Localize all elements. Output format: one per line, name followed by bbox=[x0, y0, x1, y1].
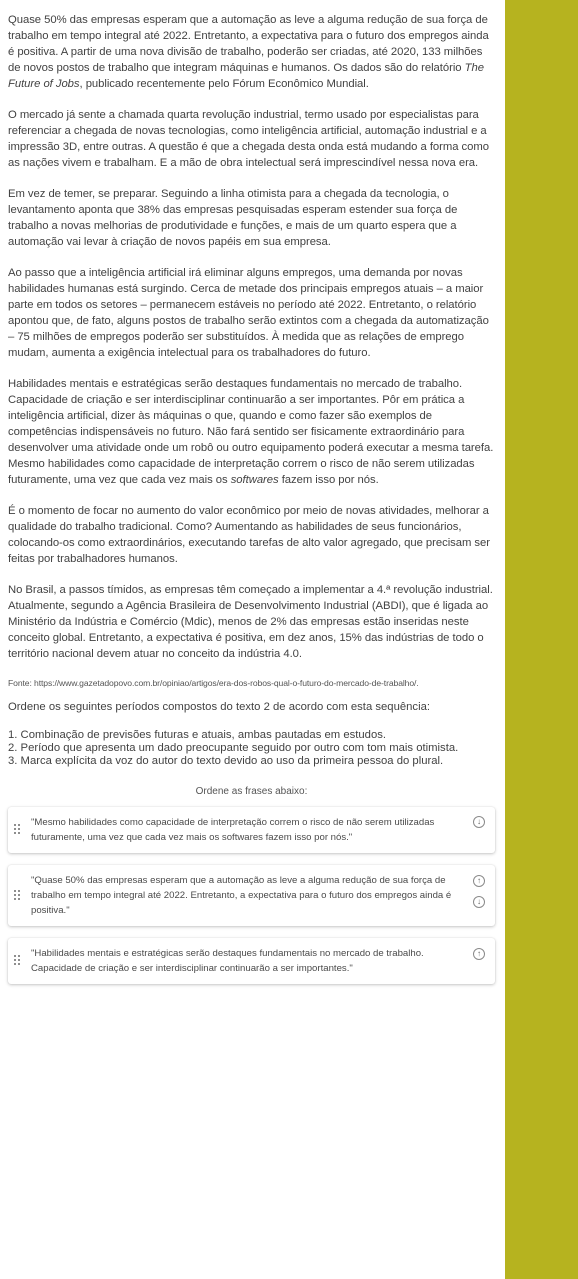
drag-handle-icon[interactable] bbox=[14, 955, 22, 967]
right-sidebar bbox=[505, 0, 578, 1279]
report-title: The Future of Jobs bbox=[8, 62, 484, 90]
arrow-down-icon[interactable]: ↓ bbox=[473, 816, 485, 828]
arrow-up-icon[interactable]: ↑ bbox=[473, 875, 485, 887]
order-title: Ordene as frases abaixo: bbox=[195, 786, 308, 797]
sequence-item: 3. Marca explícita da voz do autor do texto devido ao uso da primeira pessoa do plural. bbox=[8, 755, 444, 767]
emphasized-word: softwares bbox=[230, 474, 279, 486]
card-text: "Habilidades mentais e estratégicas serão destaques fundamentais no mercado de trabalho. Capacidade de criação e ser interdisciplinar continuarão a ser importantes." bbox=[31, 948, 424, 974]
arrow-up-icon[interactable]: ↑ bbox=[473, 948, 485, 960]
source-citation: Fonte: https://www.gazetadopovo.com.br/opiniao/artigos/era-dos-robos-qual-o-futuro-do-mercado-de-trabalho/. bbox=[8, 678, 419, 688]
article-paragraph-1 bbox=[8, 12, 495, 92]
card-text: "Quase 50% das empresas esperam que a automação as leve a alguma redução de sua força de trabalho em tempo integral até 2022. Entretanto, a expectativa para o futuro dos empregos ainda é positiva." bbox=[31, 875, 452, 916]
arrow-down-icon[interactable]: ↓ bbox=[473, 896, 485, 908]
card-text: "Mesmo habilidades como capacidade de interpretação correm o risco de não serem utilizadas futuramente, uma vez que cada vez mais os softwares fazem isso por nós." bbox=[31, 817, 435, 843]
drag-handle-icon[interactable] bbox=[14, 824, 22, 836]
article-paragraph-7: No Brasil, a passos tímidos, as empresas têm começado a implementar a 4.ª revolução industrial. Atualmente, segundo a Agência Brasileira de Desenvolvimento Industrial (ABDI), que é ligada ao Ministério da Indústria e Comércio (Mdic), menos de 2% das empresas estão inseridas neste conceito global. Entretanto, a expectativa é positiva, em dez anos, 15% das indústrias de todo o território nacional devem atuar no conceito da indústria 4.0. bbox=[8, 584, 493, 660]
sortable-card-2[interactable] bbox=[8, 865, 495, 926]
article-paragraph-4: Ao passo que a inteligência artificial irá eliminar alguns empregos, uma demanda por novas habilidades humanas está surgindo. Cerca de metade dos principais empregos atuais – a maior parte em todos os setores – permanecem estáveis no período até 2022. Entretanto, o relatório apontou que, de fato, alguns postos de trabalho serão extintos com a chegada da automatização – 75 milhões de empregos poderão ser substituídos. À medida que as relações de emprego mudam, aumenta a exigência intelectual para os trabalhadores do futuro. bbox=[8, 267, 489, 359]
sortable-card-3[interactable] bbox=[8, 938, 495, 984]
article-paragraph-2: O mercado já sente a chamada quarta revolução industrial, termo usado por especialistas para referenciar a chegada de novas tecnologias, como inteligência artificial, automação industrial e a impressão 3D, entre outras. A questão é que a chegada desta onda está mudando a forma como as nações vivem e trabalham. E a mão de obra intelectual será imprescindível nessa nova era. bbox=[8, 109, 489, 169]
paragraph-text: , publicado recentemente pelo Fórum Econômico Mundial. bbox=[79, 78, 369, 90]
sequence-item: 2. Período que apresenta um dado preocupante seguido por outro com tom mais otimista. bbox=[8, 742, 459, 754]
article-paragraph-6: É o momento de focar no aumento do valor econômico por meio de novas atividades, melhorar a qualidade do trabalho tradicional. Como? Aumentando as habilidades de seus funcionários, colocando-os como extraordinários, executando tarefas de alto valor agregado, que precisam ser feitas por trabalhadores humanos. bbox=[8, 505, 490, 565]
article-paragraph-5 bbox=[8, 376, 495, 488]
sortable-card-1[interactable] bbox=[8, 807, 495, 853]
sequence-list bbox=[8, 729, 495, 768]
question-prompt: Ordene os seguintes períodos compostos do texto 2 de acordo com esta sequência: bbox=[8, 701, 431, 713]
paragraph-text: fazem isso por nós. bbox=[278, 474, 379, 486]
article-paragraph-3: Em vez de temer, se preparar. Seguindo a linha otimista para a chegada da tecnologia, o levantamento aponta que 38% das empresas pesquisadas esperam estender sua força de trabalho a novas melhorias de produtividade e funções, e mais de um quarto espera que a automação vai levar à criação de novos papéis em sua empresa. bbox=[8, 188, 458, 248]
paragraph-text: Habilidades mentais e estratégicas serão destaques fundamentais no mercado de trabalho. Capacidade de criação e ser interdisciplinar continuarão a ser importantes. Pôr em prática a inteligência artificial, dizer às máquinas o que, quando e como fazer são exemplos de competências indispensáveis no futuro. Não fará sentido ser fisicamente extraordinário para desenvolver uma atividade onde um robô ou outro equipamento poderá executar a mesma tarefa. Mesmo habilidades como capacidade de interpretação correm o risco de não serem utilizadas futuramente, uma vez que cada vez mais os bbox=[8, 378, 494, 486]
sequence-item: 1. Combinação de previsões futuras e atuais, ambas pautadas em estudos. bbox=[8, 729, 387, 741]
paragraph-text: Quase 50% das empresas esperam que a automação as leve a alguma redução de sua força de trabalho em tempo integral até 2022. Entretanto, a expectativa para o futuro dos empregos ainda é positiva. A partir de uma nova divisão de trabalho, poderão ser criadas, até 2020, 133 milhões de novos postos de trabalho que integram máquinas e humanos. Os dados são do relatório bbox=[8, 14, 489, 74]
drag-handle-icon[interactable] bbox=[14, 890, 22, 902]
